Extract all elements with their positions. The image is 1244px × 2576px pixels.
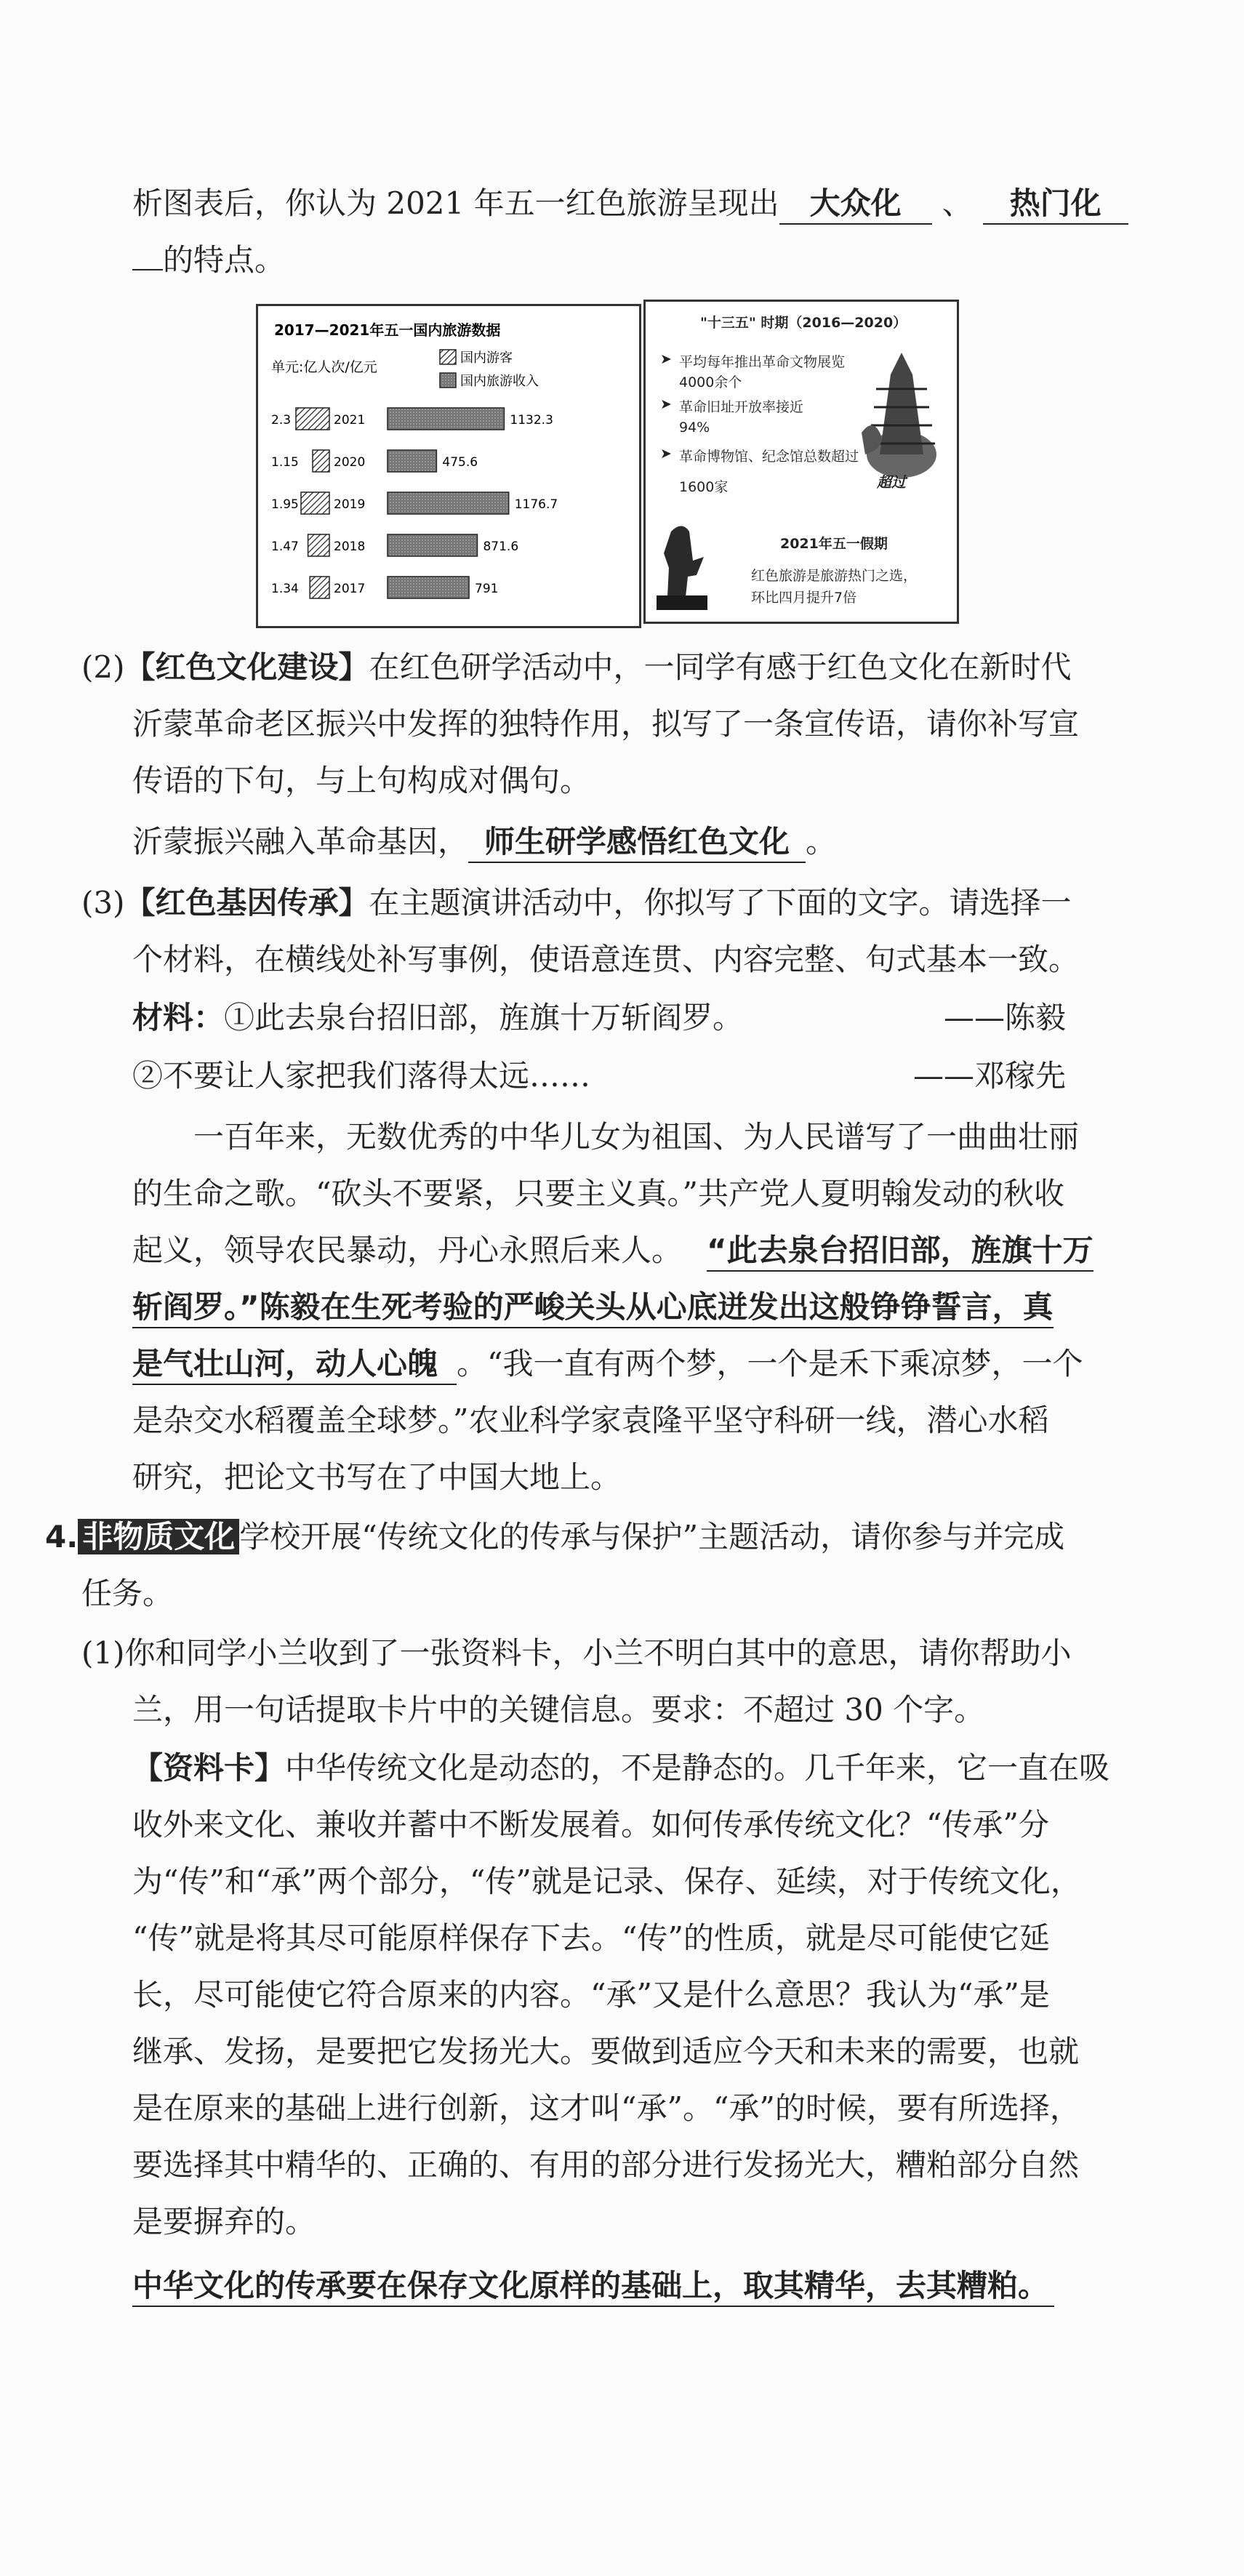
q3-line-1 — [81, 881, 1072, 925]
intro-line-1 — [132, 182, 1128, 225]
q4-answer-line — [132, 2264, 1054, 2308]
card-text-0: 中华传统文化是动态的，不是静态的。几千年来，它一直在吸 — [285, 1750, 1110, 1786]
q3-number: (3) — [81, 885, 125, 920]
q4-line-2: 任务。 — [81, 1576, 174, 1611]
revenue-bar — [388, 450, 436, 472]
q4-sub-2: 兰，用一句话提取卡片中的关键信息。要求：不超过 30 个字。 — [132, 1692, 985, 1728]
info-figure — [643, 300, 959, 624]
q2-prompt: 沂蒙振兴融入革命基因， — [132, 824, 469, 859]
card-line-9: 是要摒弃的。 — [132, 2204, 316, 2239]
q4-text-1: 学校开展“传统文化的传承与保护”主题活动，请你参与并完成 — [239, 1519, 1065, 1554]
q3-text-1: 在主题演讲活动中，你拟写了下面的文字。请选择一 — [369, 885, 1072, 920]
q2-tag: 【红色文化建设】 — [124, 649, 369, 685]
q4-answer: 中华文化的传承要在保存文化原样的基础上，取其精华，去其糟粕。 — [132, 2266, 1054, 2307]
legend-label-visitors: 国内游客 — [460, 350, 513, 366]
bullet-2-line2: 94% — [679, 420, 710, 436]
revenue-bar — [388, 492, 509, 514]
arrow-icon: ➤ — [660, 446, 672, 462]
year-label: 2017 — [334, 582, 366, 596]
info-caption-1: 红色旅游是旅游热门之选， — [751, 568, 918, 584]
q2-answer-line — [132, 820, 836, 864]
q3-answer-line-2 — [132, 1285, 1054, 1329]
q3-material-2-author: ——邓稼先 — [912, 1058, 1066, 1094]
visitors-value-label: 1.34 — [271, 582, 299, 596]
stamp-text: 超过 — [877, 473, 906, 491]
card-line-1 — [132, 1746, 1109, 1790]
revenue-bar — [388, 408, 504, 430]
visitors-bar — [301, 492, 329, 514]
card-line-5: 长，尽可能使它符合原来的内容。“承”又是什么意思？我认为“承”是 — [132, 1977, 1050, 2013]
q4-line-1 — [45, 1515, 1064, 1559]
arrow-icon: ➤ — [660, 396, 672, 412]
revenue-value-label: 1132.3 — [510, 413, 553, 428]
info-subtitle: 2021年五一假期 — [780, 536, 888, 552]
card-line-8: 要选择其中精华的、正确的、有用的部分进行发扬光大，糟粕部分自然 — [132, 2147, 1080, 2183]
answer-blank-1: 大众化 — [779, 184, 932, 225]
q4-sub-text-1: 你和同学小兰收到了一张资料卡，小兰不明白其中的意思，请你帮助小 — [124, 1635, 1072, 1671]
q3-line-2: 个材料，在横线处补写事例，使语意连贯、内容完整、句式基本一致。 — [132, 942, 1080, 977]
q2-number: (2) — [81, 649, 125, 685]
q2-end: 。 — [806, 824, 837, 859]
intro-line-2 — [132, 238, 285, 282]
q3-material-1-author: ——陈毅 — [943, 1000, 1066, 1035]
visitors-bar — [296, 408, 329, 430]
separator: 、 — [942, 185, 973, 221]
legend-swatch-revenue — [440, 373, 456, 388]
card-line-3: 为“传”和“承”两个部分，“传”就是记录、保存、延续，对于传统文化， — [132, 1863, 1081, 1899]
q3-para-3-text: 起义，领导农民暴动，丹心永照后来人。 — [132, 1232, 683, 1268]
chart-units: 单元:亿人次/亿元 — [271, 359, 377, 375]
q4-sub-number: (1) — [81, 1635, 125, 1671]
chart-title: 2017—2021年五一国内旅游数据 — [274, 321, 501, 339]
q4-badge: 非物质文化 — [78, 1519, 239, 1554]
q3-para-4 — [132, 1342, 1083, 1386]
revenue-value-label: 871.6 — [483, 539, 519, 554]
q4-sub-1 — [81, 1632, 1072, 1675]
card-line-7: 是在原来的基础上进行创新，这才叫“承”。“承”的时候，要有所选择， — [132, 2090, 1080, 2126]
q3-para-6: 研究，把论文书写在了中国大地上。 — [132, 1459, 622, 1495]
visitors-bar — [310, 577, 329, 598]
q3-para-3 — [132, 1229, 1093, 1272]
intro-tail-text: 的特点。 — [163, 242, 286, 278]
q2-line-2: 沂蒙革命老区振兴中发挥的独特作用，拟写了一条宣传语，请你补写宣 — [132, 706, 1080, 742]
visitors-bar — [313, 450, 329, 472]
bar-chart — [258, 306, 639, 626]
q3-material-2: ②不要让人家把我们落得太远…… — [132, 1058, 591, 1094]
q3-para-2: 的生命之歌。“砍头不要紧，只要主义真。”共产党人夏明翰发动的秋收 — [132, 1176, 1064, 1211]
card-line-6: 继承、发扬，是要把它发扬光大。要做到适应今天和未来的需要，也就 — [132, 2034, 1080, 2069]
visitors-value-label: 1.47 — [271, 539, 299, 554]
info-title: "十三五" 时期（2016—2020） — [700, 315, 907, 331]
bullet-1-line2: 4000余个 — [679, 374, 742, 390]
blank-tail — [132, 269, 163, 270]
visitors-bar — [308, 534, 329, 556]
bullet-2-line1: 革命旧址开放率接近 — [679, 399, 804, 415]
q3-material-label: 材料： — [132, 1000, 225, 1035]
answer-blank-2: 热门化 — [983, 184, 1128, 225]
q2-text-1: 在红色研学活动中，一同学有感于红色文化在新时代 — [369, 649, 1072, 685]
q3-material-1-text: ①此去泉台招旧部，旌旗十万斩阎罗。 — [224, 1000, 744, 1035]
revenue-value-label: 475.6 — [442, 455, 478, 470]
year-label: 2021 — [334, 413, 366, 428]
revenue-value-label: 791 — [475, 582, 499, 596]
card-line-2: 收外来文化、兼收并蓄中不断发展着。如何传承传统文化？“传承”分 — [132, 1807, 1049, 1842]
q2-answer: 师生研学感悟红色文化 — [468, 822, 806, 863]
revenue-bar — [388, 534, 477, 556]
arrow-icon: ➤ — [660, 351, 672, 367]
legend-swatch-visitors — [440, 350, 456, 364]
q3-para-1: 一百年来，无数优秀的中华儿女为祖国、为人民谱写了一曲曲壮丽 — [193, 1119, 1080, 1155]
visitors-value-label: 1.15 — [271, 455, 299, 470]
q3-answer-1: “此去泉台招旧部，旌旗十万 — [707, 1231, 1093, 1272]
revenue-value-label: 1176.7 — [514, 497, 558, 512]
q3-answer-2: 斩阎罗。”陈毅在生死考验的严峻关头从心底迸发出这般铮铮誓言，真 — [132, 1288, 1054, 1328]
q3-tag: 【红色基因传承】 — [124, 885, 369, 920]
year-label: 2020 — [334, 455, 366, 470]
intro-text: 析图表后，你认为 2021 年五一红色旅游呈现出 — [132, 185, 779, 221]
bullet-3-line2: 1600家 — [679, 479, 729, 495]
q3-material-1 — [132, 996, 743, 1040]
bullet-3-line1: 革命博物馆、纪念馆总数超过 — [679, 449, 859, 465]
q3-para-5: 是杂交水稻覆盖全球梦。”农业科学家袁隆平坚守科研一线，潜心水稻 — [132, 1403, 1049, 1438]
revenue-bar — [388, 577, 469, 598]
bullet-1-line1: 平均每年推出革命文物展览 — [679, 354, 846, 370]
legend-label-revenue: 国内旅游收入 — [460, 374, 539, 389]
info-caption-2: 环比四月提升7倍 — [751, 590, 857, 606]
statue-illustration — [653, 517, 711, 611]
pagoda-illustration — [858, 345, 938, 483]
chart-figure — [256, 304, 641, 628]
q2-line-3: 传语的下句，与上句构成对偶句。 — [132, 763, 591, 798]
card-line-4: “传”就是将其尽可能原样保存下去。“传”的性质，就是尽可能使它延 — [132, 1920, 1050, 1956]
q4-number: 4. — [45, 1519, 79, 1554]
q3-para-4-text: 。“我一直有两个梦，一个是禾下乘凉梦，一个 — [457, 1346, 1083, 1381]
card-label: 【资料卡】 — [132, 1750, 286, 1786]
q2-line-1 — [81, 646, 1072, 689]
year-label: 2019 — [334, 497, 366, 512]
visitors-value-label: 2.3 — [271, 413, 292, 428]
visitors-value-label: 1.95 — [271, 497, 299, 512]
year-label: 2018 — [334, 539, 366, 554]
q3-answer-3: 是气壮山河，动人心魄 — [132, 1344, 457, 1385]
